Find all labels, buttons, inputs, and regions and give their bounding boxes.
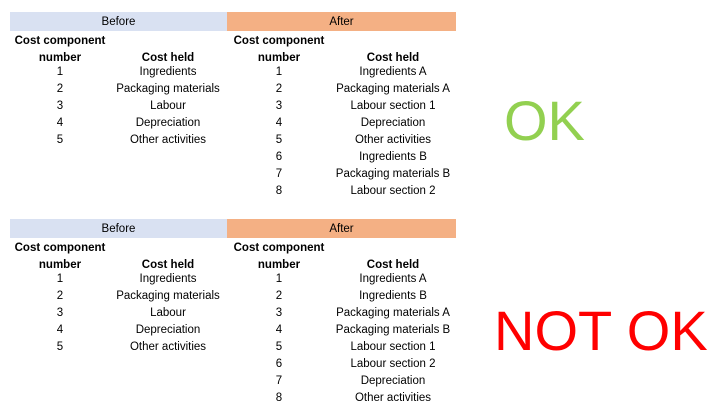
before-number: 3 <box>56 100 64 112</box>
after-number: 4 <box>275 117 283 129</box>
after-cost-held: Depreciation <box>360 117 426 129</box>
after-number: 7 <box>275 168 283 180</box>
after-cost-held: Ingredients B <box>359 151 427 163</box>
table-row <box>10 99 456 116</box>
before-cost-held: Other activities <box>129 134 207 146</box>
after-cost-held: Other activities <box>354 134 432 146</box>
after-number: 4 <box>275 324 283 336</box>
before-cost-held: Depreciation <box>135 117 201 129</box>
before-cost-held: Depreciation <box>135 324 201 336</box>
table-row <box>10 150 456 167</box>
before-cost-held: Packaging materials <box>116 290 220 302</box>
after-cost-component-label: Cost component <box>233 35 325 47</box>
after-number: 7 <box>275 375 283 387</box>
before-cost-held: Ingredients <box>139 273 197 285</box>
not-ok-verdict: NOT OK <box>494 299 708 362</box>
table-row <box>10 133 456 150</box>
header-band <box>10 219 456 238</box>
before-cost-held: Labour <box>150 307 186 319</box>
table-row <box>10 116 456 133</box>
after-cost-held: Labour section 1 <box>350 341 436 353</box>
after-cost-held: Packaging materials B <box>335 324 451 336</box>
after-number-label: number <box>257 259 301 271</box>
table-row <box>10 323 456 340</box>
after-number: 2 <box>275 83 283 95</box>
after-cost-component-label: Cost component <box>233 242 325 254</box>
before-number: 1 <box>56 273 64 285</box>
after-cost-held-label: Cost held <box>366 52 420 64</box>
after-cost-held: Labour section 1 <box>350 100 436 112</box>
before-number: 5 <box>56 134 64 146</box>
after-cost-held: Ingredients A <box>359 66 427 78</box>
table-row <box>10 167 456 184</box>
before-number-label: number <box>38 259 82 271</box>
after-number: 5 <box>275 341 283 353</box>
after-number: 3 <box>275 307 283 319</box>
column-headers <box>10 238 456 272</box>
before-cost-held: Other activities <box>129 341 207 353</box>
after-cost-held: Packaging materials B <box>335 168 451 180</box>
before-number: 3 <box>56 307 64 319</box>
table-row <box>10 374 456 391</box>
table-row <box>10 272 456 289</box>
after-cost-held: Depreciation <box>360 375 426 387</box>
after-cost-held: Packaging materials A <box>336 83 450 95</box>
after-header: After <box>227 219 456 238</box>
top-table <box>10 12 456 201</box>
table-row <box>10 65 456 82</box>
after-cost-held: Other activities <box>354 392 432 404</box>
before-cost-held: Ingredients <box>139 66 197 78</box>
ok-verdict: OK <box>504 89 585 152</box>
after-number: 6 <box>275 358 283 370</box>
before-number: 2 <box>56 83 64 95</box>
after-cost-held: Packaging materials A <box>336 307 450 319</box>
bottom-rows <box>10 272 456 408</box>
before-number: 1 <box>56 66 64 78</box>
after-header: After <box>227 12 456 31</box>
before-number: 4 <box>56 117 64 129</box>
before-number: 4 <box>56 324 64 336</box>
before-cost-held: Packaging materials <box>116 83 220 95</box>
table-row <box>10 184 456 201</box>
before-header: Before <box>10 12 227 31</box>
after-number: 1 <box>275 273 283 285</box>
after-cost-held: Labour section 2 <box>350 185 436 197</box>
header-band <box>10 12 456 31</box>
table-row <box>10 306 456 323</box>
after-number-label: number <box>257 52 301 64</box>
before-cost-component-label: Cost component <box>14 242 106 254</box>
before-number: 5 <box>56 341 64 353</box>
before-cost-held-label: Cost held <box>141 52 195 64</box>
table-row <box>10 289 456 306</box>
table-row <box>10 391 456 408</box>
before-cost-held-label: Cost held <box>141 259 195 271</box>
table-row <box>10 82 456 99</box>
after-number: 8 <box>275 392 283 404</box>
after-number: 2 <box>275 290 283 302</box>
top-rows <box>10 65 456 201</box>
after-number: 3 <box>275 100 283 112</box>
after-cost-held-label: Cost held <box>366 259 420 271</box>
after-cost-held: Ingredients A <box>359 273 427 285</box>
after-cost-held: Ingredients B <box>359 290 427 302</box>
table-row <box>10 340 456 357</box>
before-number: 2 <box>56 290 64 302</box>
after-number: 5 <box>275 134 283 146</box>
after-number: 6 <box>275 151 283 163</box>
after-number: 1 <box>275 66 283 78</box>
before-cost-held: Labour <box>150 100 186 112</box>
before-cost-component-label: Cost component <box>14 35 106 47</box>
bottom-table <box>10 219 456 408</box>
after-number: 8 <box>275 185 283 197</box>
column-headers <box>10 31 456 65</box>
table-row <box>10 357 456 374</box>
before-number-label: number <box>38 52 82 64</box>
before-header: Before <box>10 219 227 238</box>
after-cost-held: Labour section 2 <box>350 358 436 370</box>
